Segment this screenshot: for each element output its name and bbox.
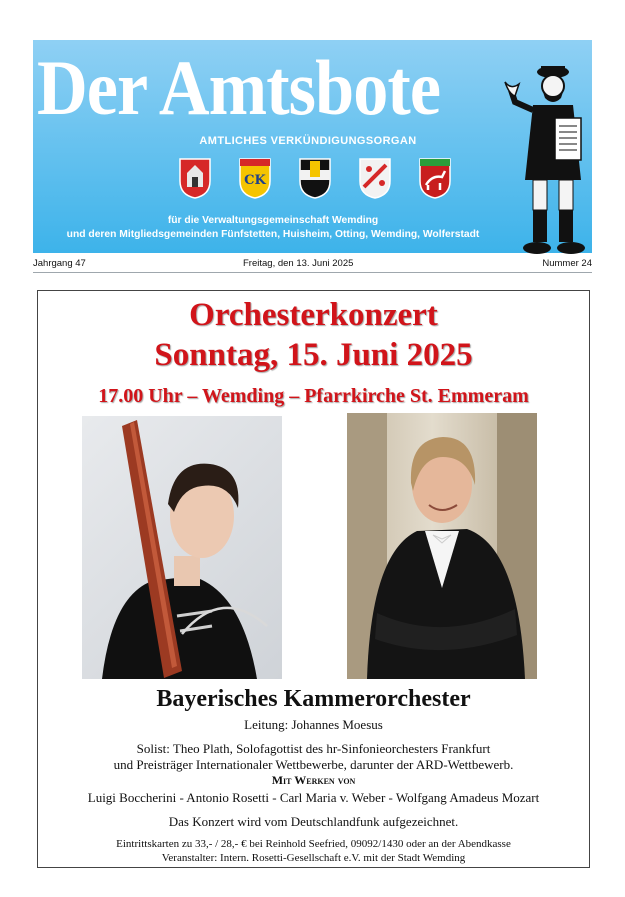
concert-title: Orchesterkonzert — [189, 297, 438, 333]
soloist-photo — [82, 416, 282, 679]
soloist-line: und Preisträger Internationaler Wettbewerbe, darunter der ARD-Wettbewerb. — [113, 757, 514, 772]
masthead-subtitle: AMTLICHES VERKÜNDIGUNGSORGAN — [199, 135, 417, 147]
conductor-line: Leitung: Johannes Moesus — [244, 717, 383, 732]
ticket-info: Eintrittskarten zu 33,- / 28,- € bei Reinhold Seefried, 09092/1430 oder an der Abendkasse — [116, 838, 511, 850]
issue-volume: Jahrgang 47 — [33, 258, 86, 269]
crest-icon — [238, 157, 272, 199]
soloist-line: Solist: Theo Plath, Solofagottist des hr-Sinfonieorchesters Frankfurt — [136, 741, 491, 756]
broadcast-note: Das Konzert wird vom Deutschlandfunk aufgezeichnet. — [168, 814, 459, 829]
description-line: und deren Mitgliedsgemeinden Fünfstetten, Huisheim, Otting, Wemding, Wolferstadt — [66, 229, 480, 240]
newspaper-title: Der Amtsbote — [37, 44, 441, 131]
municipal-crests — [178, 157, 458, 205]
conductor-photo — [347, 413, 537, 679]
crest-icon — [418, 157, 452, 199]
concert-time-location: 17.00 Uhr – Wemding – Pfarrkirche St. Emmeram — [98, 385, 529, 407]
crest-icon — [298, 157, 332, 199]
concert-announcement — [37, 290, 590, 868]
concert-date: Sonntag, 15. Juni 2025 — [154, 337, 473, 373]
masthead-description — [33, 214, 513, 242]
town-crier-illustration — [503, 60, 593, 265]
issue-date: Freitag, den 13. Juni 2025 — [243, 258, 354, 269]
description-line: für die Verwaltungsgemeinschaft Wemding — [167, 215, 379, 226]
works-heading: Mit Werken von — [271, 773, 356, 787]
svg-text:CK: CK — [244, 173, 266, 188]
issue-number: Nummer 24 — [542, 258, 592, 269]
composers-list: Luigi Boccherini - Antonio Rosetti - Carl Maria v. Weber - Wolfgang Amadeus Mozart — [87, 790, 540, 805]
organizer-info: Veranstalter: Intern. Rosetti-Gesellschaft e.V. mit der Stadt Wemding — [161, 852, 466, 864]
orchestra-name: Bayerisches Kammerorchester — [156, 686, 471, 712]
crest-icon — [358, 157, 392, 199]
crest-icon — [178, 157, 212, 199]
issue-info-bar — [33, 255, 592, 273]
masthead — [33, 40, 592, 253]
